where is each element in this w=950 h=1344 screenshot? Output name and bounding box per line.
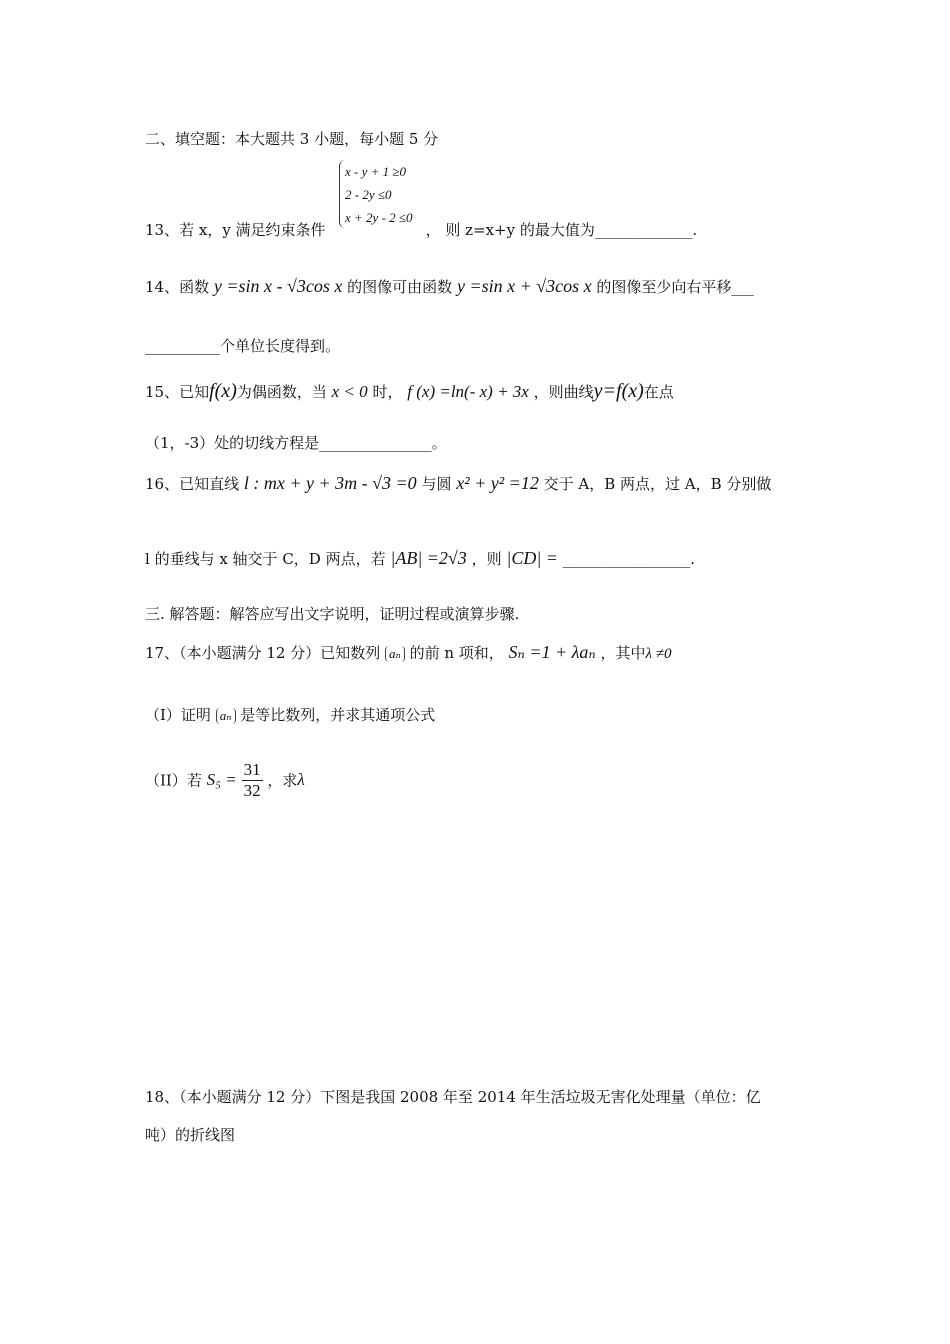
q17-a: 17、（本小题满分 12 分）已知数列 xyxy=(145,644,381,662)
q17-lambda: λ xyxy=(297,770,305,790)
q16-cd: |CD| = xyxy=(506,548,558,568)
q17-denominator: 32 xyxy=(243,780,261,800)
q15-line1 xyxy=(145,380,674,403)
q15-y: y=f(x) xyxy=(593,380,644,402)
q17-sn-formula: Sₙ =1 + λaₙ xyxy=(508,642,596,662)
q17-p1a: （I）证明 xyxy=(145,706,211,724)
constraint-2: 2 - 2y ≤0 xyxy=(345,187,392,202)
q18-line1: 18、（本小题满分 12 分）下图是我国 2008 年至 2014 年生活垃圾无害化处理量（单位：亿 xyxy=(145,1088,761,1106)
q16-e: ，则 xyxy=(471,550,502,568)
q17-p1b: 是等比数列，并求其通项公式 xyxy=(240,706,436,724)
q14-line1 xyxy=(145,276,754,297)
q17-s5: S₅ = xyxy=(206,770,237,790)
q18-line2: 吨）的折线图 xyxy=(145,1126,236,1144)
section3-heading: 三. 解答题：解答应写出文字说明，证明过程或演算步骤. xyxy=(145,605,520,623)
q14-line2: __________个单位长度得到。 xyxy=(145,337,341,355)
q16-line-eq: l : mx + y + 3m - √3 =0 xyxy=(243,473,417,493)
q15-line2: （1，-3）处的切线方程是_______________。 xyxy=(145,434,447,452)
q15-a: 15、已知 xyxy=(145,383,210,401)
q15-cond: x < 0 xyxy=(331,382,368,401)
q13-text xyxy=(145,219,697,240)
q13-tail: ， 则 z=x+y 的最大值为_____________. xyxy=(425,221,698,239)
q14-formula1: y =sin x - √3cos x xyxy=(213,276,343,296)
q17-p2b: ，求 xyxy=(267,771,298,790)
q15-f: f(x) xyxy=(209,380,237,402)
q15-e: 在点 xyxy=(643,383,674,401)
q17-lambda-cond: λ ≠0 xyxy=(645,646,672,662)
constraint-1: x - y + 1 ≥0 xyxy=(345,164,407,179)
q16-b: 与圆 xyxy=(421,475,452,493)
q16-circle-eq: x² + y² =12 xyxy=(456,473,539,493)
q17-b: 的前 n 项和， xyxy=(409,644,504,662)
q15-c: 时， xyxy=(372,383,403,401)
q15-d: ，则曲线 xyxy=(533,383,594,401)
q17-sequence: aₙ xyxy=(385,646,405,662)
q16-ab: |AB| =2√3 xyxy=(390,548,467,568)
q17-c: ，其中 xyxy=(600,644,646,662)
q17-line1 xyxy=(145,642,672,663)
q16-line1 xyxy=(145,473,771,494)
q16-blank: _________________. xyxy=(562,550,696,568)
q17-fraction xyxy=(242,760,263,800)
q16-a: 16、已知直线 xyxy=(145,475,240,493)
q14-b: 的图像可由函数 xyxy=(347,278,453,296)
q15-b: 为偶函数，当 xyxy=(236,383,327,401)
q17-part2 xyxy=(145,760,305,800)
q13-constraint-system xyxy=(339,160,436,228)
q14-formula2: y =sin x + √3cos x xyxy=(456,276,592,296)
q17-part1 xyxy=(145,704,435,725)
constraint-3: x + 2y - 2 ≤0 xyxy=(345,210,413,225)
q17-numerator: 31 xyxy=(243,760,261,779)
q16-line2 xyxy=(145,548,695,569)
q13-lead: 13、若 x，y 满足约束条件 xyxy=(145,221,326,239)
q14-c: 的图像至少向右平移___ xyxy=(596,278,754,296)
q16-c: 交于 A，B 两点，过 A，B 分别做 xyxy=(543,475,772,493)
section2-heading: 二、填空题：本大题共 3 小题，每小题 5 分 xyxy=(145,130,439,148)
q14-a: 14、函数 xyxy=(145,278,210,296)
q16-d: l 的垂线与 x 轴交于 C，D 两点，若 xyxy=(145,550,386,568)
q17-sequence-2: aₙ xyxy=(216,708,236,724)
q15-expr: f (x) =ln(- x) + 3x xyxy=(407,382,529,401)
q17-p2a: （II）若 xyxy=(145,771,202,790)
